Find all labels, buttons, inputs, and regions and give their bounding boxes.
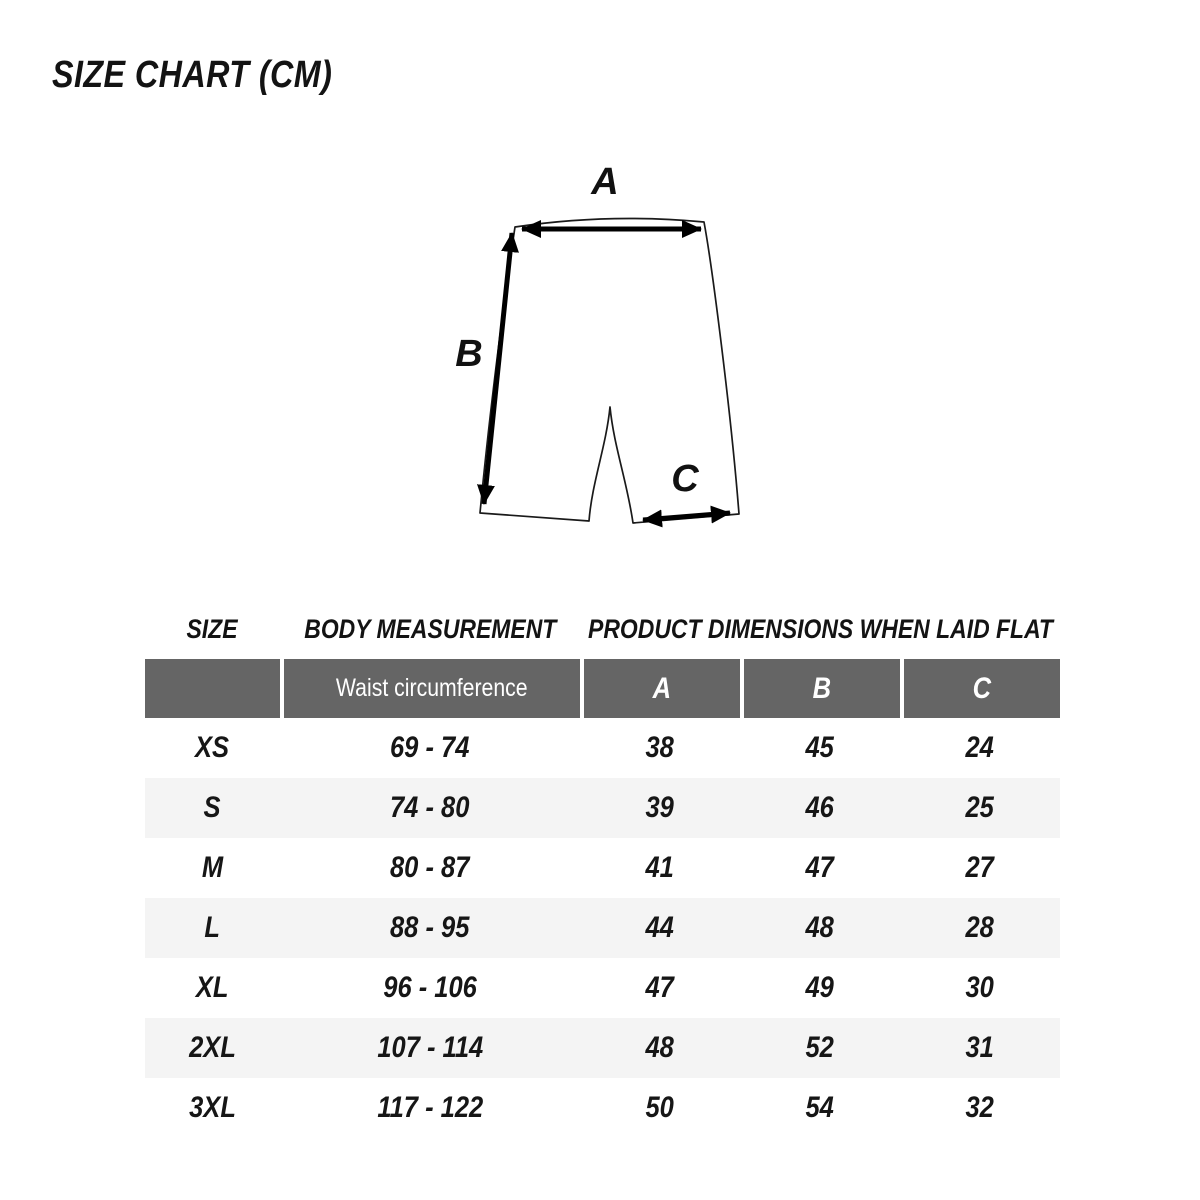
table-sub-header-row	[145, 659, 1060, 718]
shorts-diagram	[430, 140, 790, 570]
table-row-m	[145, 838, 1060, 898]
sub-header-empty	[145, 659, 280, 718]
measure-arrow-c	[643, 513, 730, 520]
dim-a-value: 44	[645, 911, 675, 944]
waist-value: 88 - 95	[390, 911, 470, 944]
sub-header-a: A	[580, 659, 740, 718]
shorts-diagram-svg	[430, 140, 790, 570]
table-row-xl	[145, 958, 1060, 1018]
waist-value: 117 - 122	[377, 1091, 483, 1124]
dim-b-value: 54	[805, 1091, 835, 1124]
dim-label-c: C	[671, 458, 699, 500]
dim-b-value: 46	[805, 791, 835, 824]
dim-a-value: 39	[645, 791, 675, 824]
table-row-3xl	[145, 1078, 1060, 1138]
table-row-xs	[145, 718, 1060, 778]
dim-b-value: 45	[805, 731, 835, 764]
dim-c-value: 27	[965, 851, 995, 884]
group-header-size: SIZE	[186, 614, 238, 644]
waist-value: 96 - 106	[383, 971, 477, 1004]
size-label: 2XL	[189, 1031, 236, 1064]
size-label: XS	[195, 731, 230, 764]
table-group-header-row	[145, 600, 1060, 659]
waist-value: 69 - 74	[390, 731, 470, 764]
waist-value: 107 - 114	[377, 1031, 483, 1064]
dim-c-value: 28	[965, 911, 995, 944]
waist-value: 80 - 87	[390, 851, 470, 884]
sub-header-b: B	[740, 659, 900, 718]
size-label: XL	[196, 971, 229, 1004]
dim-c-value: 30	[965, 971, 995, 1004]
dim-b-value: 47	[805, 851, 835, 884]
dim-a-value: 50	[645, 1091, 675, 1124]
dim-a-value: 47	[645, 971, 675, 1004]
dim-c-value: 24	[965, 731, 995, 764]
dim-c-value: 32	[965, 1091, 995, 1124]
measure-arrow-b	[484, 233, 512, 504]
dim-a-value: 48	[645, 1031, 675, 1064]
size-label: L	[204, 911, 221, 944]
sub-header-waist: Waist circumference	[280, 659, 580, 718]
dim-b-value: 49	[805, 971, 835, 1004]
size-label: 3XL	[189, 1091, 236, 1124]
table-row-s	[145, 778, 1060, 838]
dim-a-value: 38	[645, 731, 675, 764]
dim-b-value: 52	[805, 1031, 835, 1064]
table-row-2xl	[145, 1018, 1060, 1078]
size-label: M	[201, 851, 224, 884]
sub-header-c: C	[900, 659, 1060, 718]
group-header-body-measurement: BODY MEASUREMENT	[303, 614, 557, 644]
waist-value: 74 - 80	[390, 791, 470, 824]
dim-a-value: 41	[645, 851, 675, 884]
dim-b-value: 48	[805, 911, 835, 944]
shorts-outline	[480, 218, 739, 523]
group-header-product-dimensions: PRODUCT DIMENSIONS WHEN LAID FLAT	[587, 614, 1053, 644]
dim-c-value: 31	[965, 1031, 995, 1064]
table-row-l	[145, 898, 1060, 958]
size-label: S	[203, 791, 221, 824]
dim-label-b: B	[455, 333, 483, 375]
page-title: SIZE CHART (CM)	[52, 54, 333, 96]
dim-c-value: 25	[965, 791, 995, 824]
size-table	[145, 600, 1060, 1138]
dim-label-a: A	[591, 161, 619, 203]
